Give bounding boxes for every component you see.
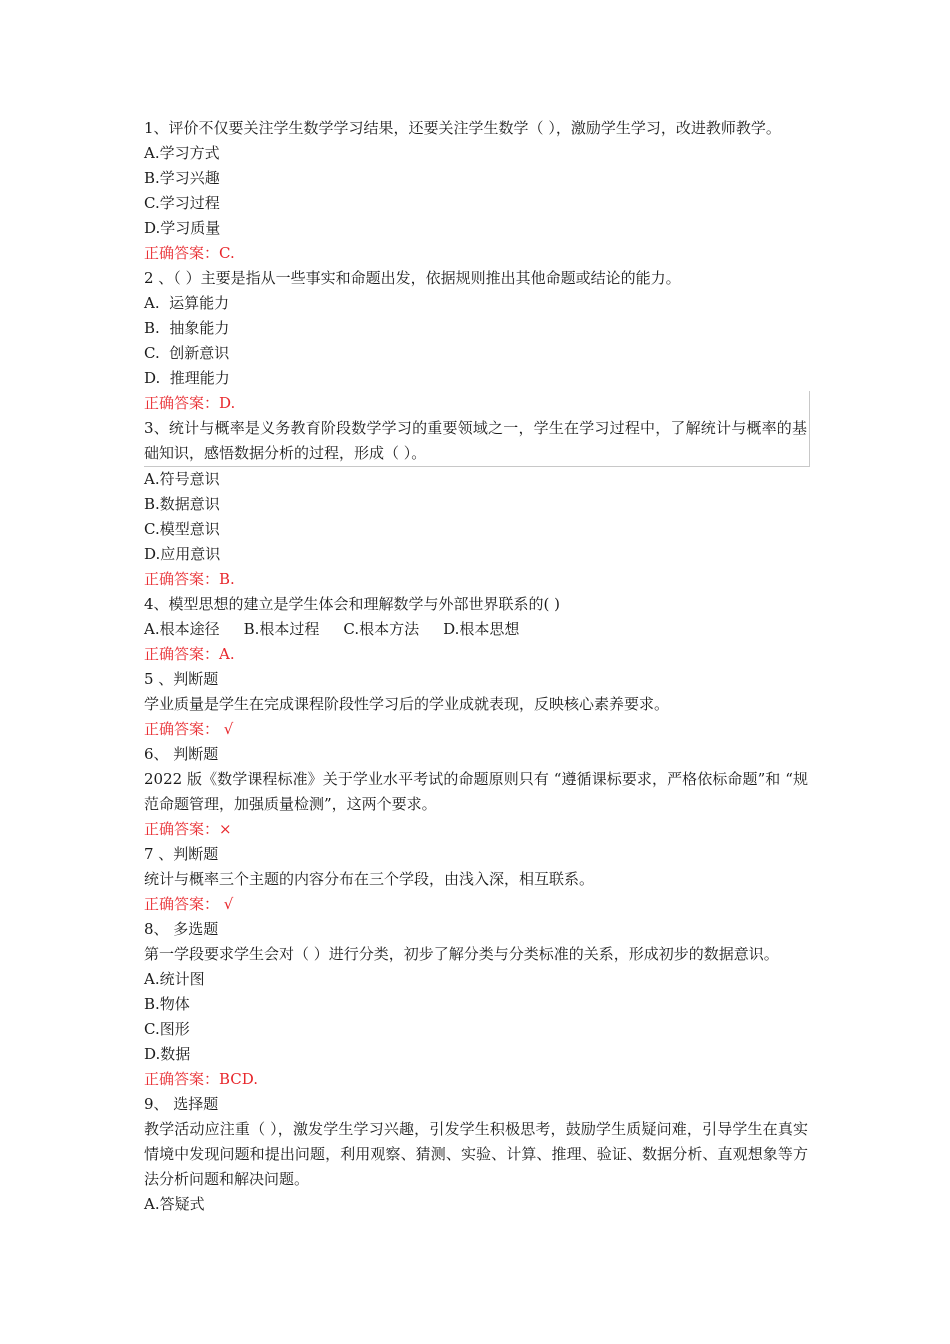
question-3-stem: 3、统计与概率是义务教育阶段数学学习的重要领域之一，学生在学习过程中，了解统计与概率的基础知识，感悟数据分析的过程，形成（ ）。 — [144, 419, 807, 462]
question-8-answer: 正确答案：BCD. — [144, 1070, 259, 1088]
question-3-option-d: D.应用意识 — [144, 545, 221, 563]
question-5-answer: 正确答案： √ — [144, 720, 234, 738]
question-7-answer: 正确答案： √ — [144, 895, 234, 913]
question-6-answer: 正确答案：× — [144, 820, 232, 838]
question-8-option-a: A.统计图 — [144, 970, 205, 988]
question-8-option-b: B.物体 — [144, 995, 190, 1013]
question-4-option-b: B.根本过程 — [243, 620, 320, 638]
question-2-answer: 正确答案：D. — [144, 394, 236, 412]
question-2-option-b: B. 抽象能力 — [144, 319, 230, 337]
question-4-answer: 正确答案：A. — [144, 645, 235, 663]
question-2-stem: 2 、（ ）主要是指从一些事实和命题出发，依据规则推出其他命题或结论的能力。 — [144, 269, 681, 287]
question-3-answer: 正确答案：B. — [144, 570, 235, 588]
question-9-heading: 9、 选择题 — [144, 1095, 219, 1113]
question-8-stem: 第一学段要求学生会对（ ）进行分类，初步了解分类与分类标准的关系，形成初步的数据意识。 — [144, 945, 779, 963]
question-8-heading: 8、 多选题 — [144, 920, 219, 938]
question-7-heading: 7 、判断题 — [144, 845, 219, 863]
question-3-option-b: B.数据意识 — [144, 495, 220, 513]
question-9-stem: 教学活动应注重（ ），激发学生学习兴趣，引发学生积极思考，鼓励学生质疑问难，引导学生在真实情境中发现问题和提出问题，利用观察、猜测、实验、计算、推理、验证、数据分析、直观想象等方法分析问题和解决问题。 — [144, 1120, 808, 1188]
question-list — [144, 116, 808, 1217]
question-3-option-a: A.符号意识 — [144, 470, 220, 488]
question-2-option-a: A. 运算能力 — [144, 294, 230, 312]
question-4-options — [144, 617, 808, 642]
question-4-option-c: C.根本方法 — [343, 620, 420, 638]
question-8-option-d: D.数据 — [144, 1045, 191, 1063]
question-1-option-a: A.学习方式 — [144, 144, 220, 162]
question-2-option-d: D. 推理能力 — [144, 369, 230, 387]
text-box — [144, 391, 810, 467]
question-3-option-c: C.模型意识 — [144, 520, 220, 538]
question-2-option-c: C. 创新意识 — [144, 344, 230, 362]
question-5-stem: 学业质量是学生在完成课程阶段性学习后的学业成就表现，反映核心素养要求。 — [144, 695, 670, 713]
question-6-heading: 6、 判断题 — [144, 745, 219, 763]
question-8-option-c: C.图形 — [144, 1020, 190, 1038]
question-1-option-c: C.学习过程 — [144, 194, 220, 212]
question-1-option-b: B.学习兴趣 — [144, 169, 220, 187]
question-1-option-d: D.学习质量 — [144, 219, 221, 237]
question-4-stem: 4、模型思想的建立是学生体会和理解数学与外部世界联系的( ) — [144, 595, 561, 613]
question-4-option-d: D.根本思想 — [443, 620, 520, 638]
question-9-option-a: A.答疑式 — [144, 1195, 205, 1213]
question-1-answer: 正确答案：C. — [144, 244, 235, 262]
question-6-stem: 2022 版《数学课程标准》关于学业水平考试的命题原则只有 “遵循课标要求，严格依标命题”和 “规范命题管理，加强质量检测”，这两个要求。 — [144, 770, 808, 813]
question-1-stem: 1、评价不仅要关注学生数学学习结果，还要关注学生数学（ ），激励学生学习，改进教师教学。 — [144, 119, 781, 137]
question-5-heading: 5 、判断题 — [144, 670, 219, 688]
question-7-stem: 统计与概率三个主题的内容分布在三个学段，由浅入深，相互联系。 — [144, 870, 595, 888]
question-4-option-a: A.根本途径 — [144, 620, 220, 638]
